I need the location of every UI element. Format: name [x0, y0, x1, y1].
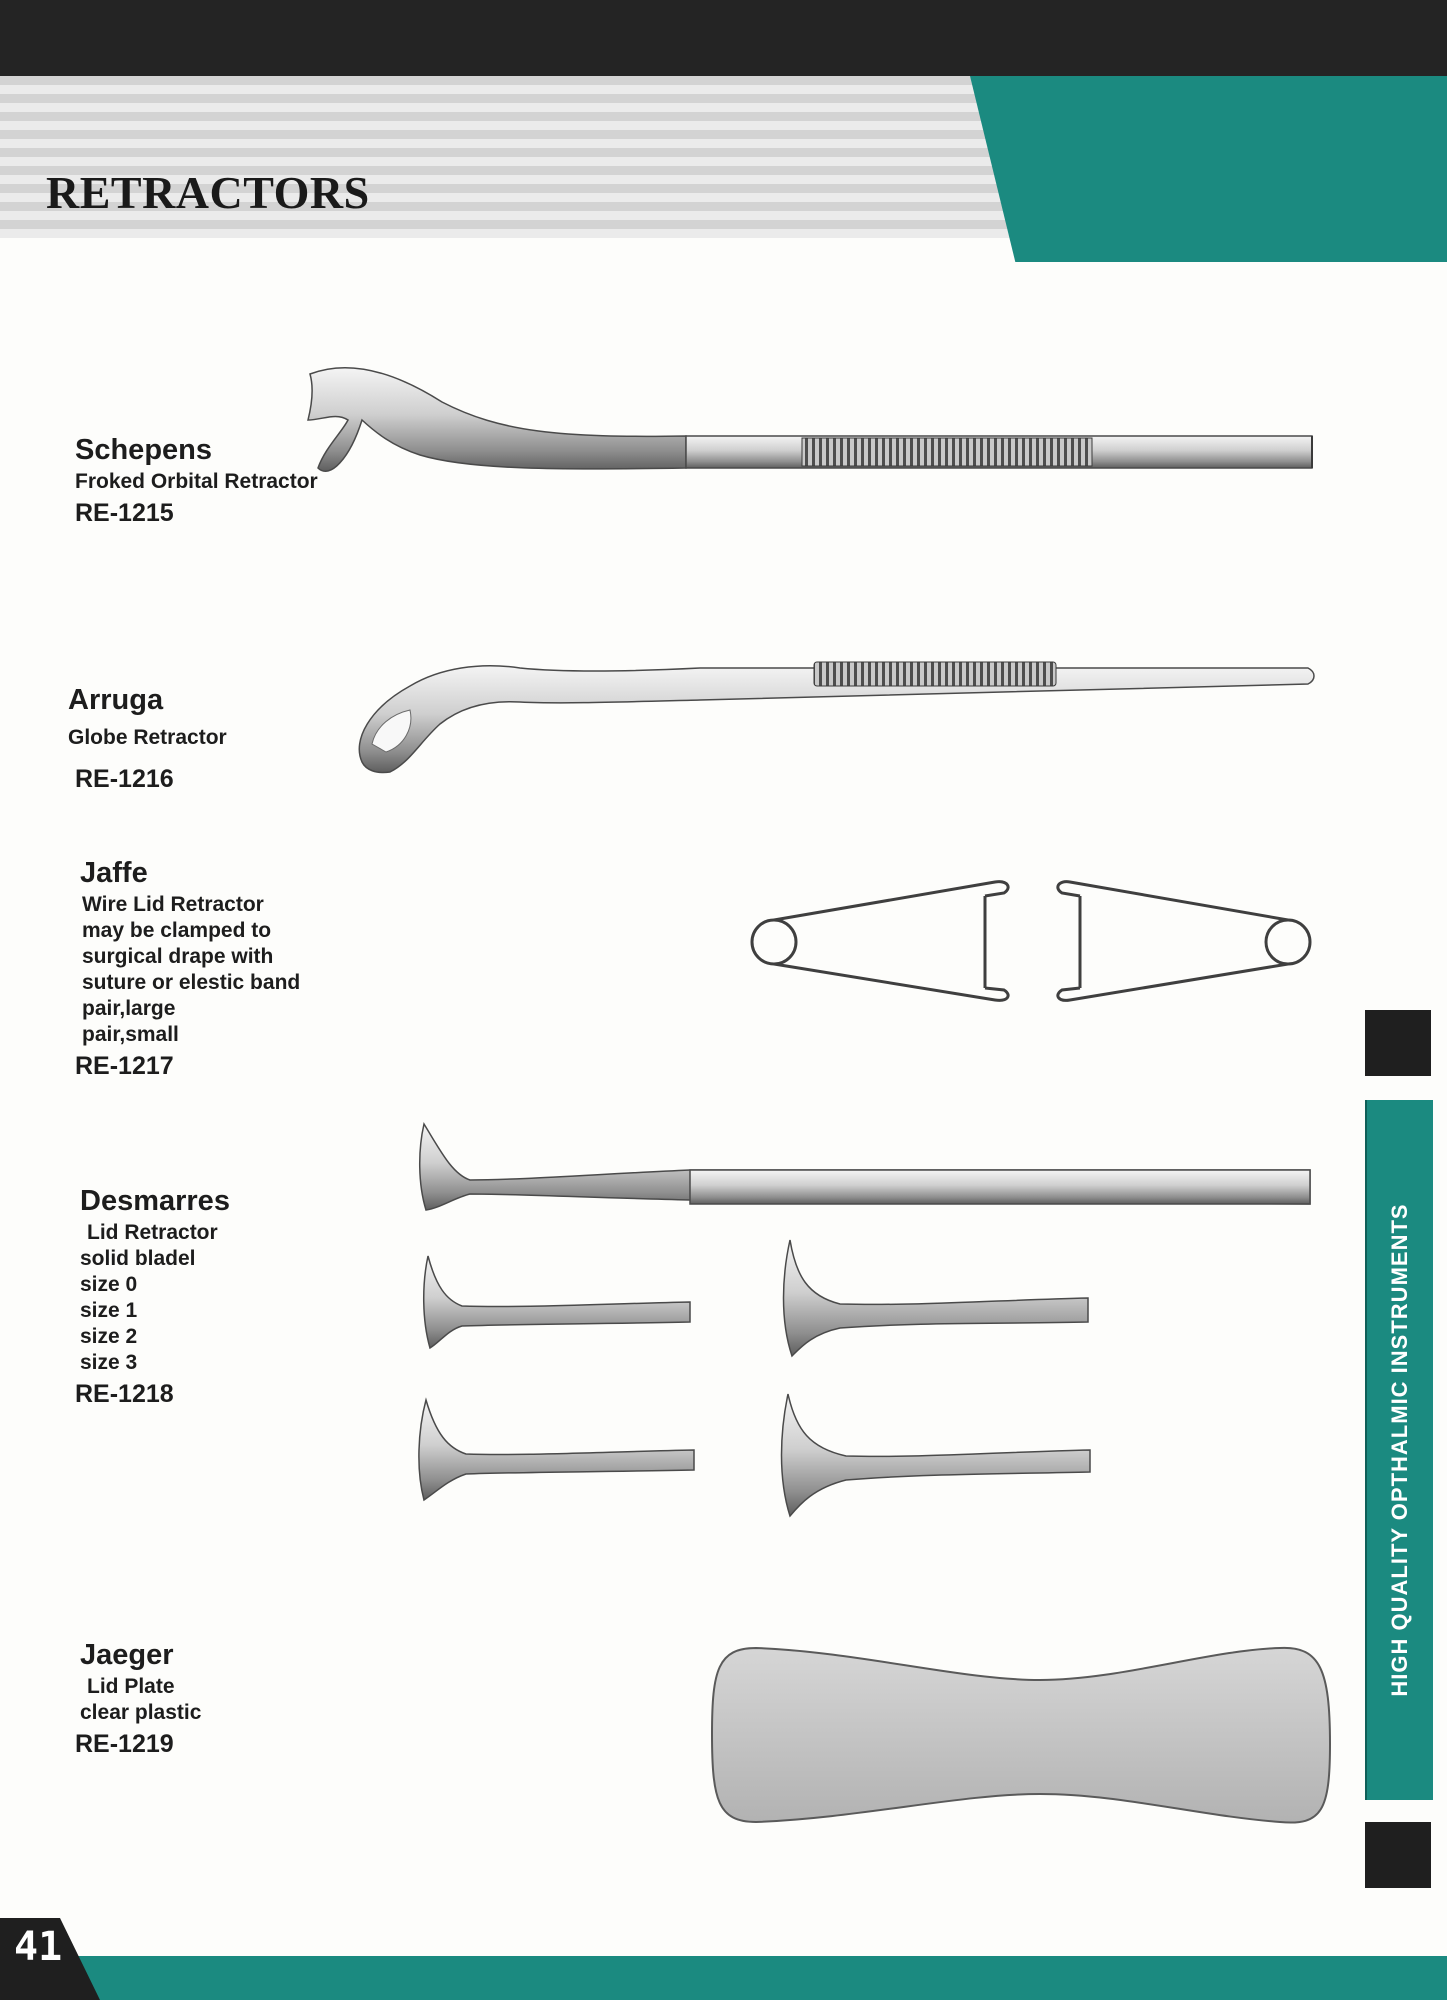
product-code: RE-1218 [75, 1380, 174, 1408]
product-description-line: size 2 [80, 1325, 138, 1348]
product-description-line: size 3 [80, 1351, 138, 1374]
product-description-line: clear plastic [80, 1701, 202, 1724]
product-code: RE-1217 [75, 1052, 174, 1080]
product-description: Froked Orbital Retractor [75, 470, 318, 493]
product-description-line: suture or elestic band [82, 971, 301, 994]
jaffe-retractor-right-image [1058, 882, 1310, 1001]
desmarres-retractor-size-a-image [424, 1256, 690, 1348]
side-square-bottom [1365, 1822, 1431, 1888]
product-description-line: size 1 [80, 1299, 138, 1322]
product-description-line: solid bladel [80, 1247, 196, 1270]
side-square-top [1365, 1010, 1431, 1076]
product-code: RE-1219 [75, 1730, 174, 1758]
jaffe-retractor-left-image [752, 882, 1008, 1001]
product-description-line: Lid Plate [87, 1675, 175, 1698]
arruga-retractor-image [359, 662, 1314, 773]
desmarres-retractor-large-image [420, 1124, 1310, 1210]
side-tab-text: HIGH QUALITY OPTHALMIC INSTRUMENTS [1387, 1203, 1412, 1697]
product-name: Arruga [68, 684, 164, 716]
page-title: RETRACTORS [46, 167, 370, 218]
product-description-line: size 0 [80, 1273, 138, 1296]
desmarres-retractor-size-b-image [784, 1240, 1089, 1356]
footer-teal-bar [0, 1956, 1447, 2000]
product-name: Jaffe [80, 857, 148, 889]
side-tab [1365, 1100, 1433, 1800]
schepens-retractor-image [308, 368, 1312, 472]
product-description-line: surgical drape with [82, 945, 274, 968]
product-description-line: may be clamped to [82, 919, 272, 942]
desmarres-retractor-size-d-image [782, 1394, 1091, 1516]
product-code: RE-1215 [75, 499, 174, 527]
product-description-line: pair,large [82, 997, 176, 1020]
product-code: RE-1216 [75, 765, 174, 793]
desmarres-retractor-size-c-image [419, 1400, 694, 1500]
page-number: 41 [14, 1924, 63, 1970]
product-name: Jaeger [80, 1639, 174, 1671]
product-description-line: pair,small [82, 1023, 179, 1046]
product-description-line: Lid Retractor [87, 1221, 218, 1244]
product-description-line: Wire Lid Retractor [82, 893, 264, 916]
jaeger-lid-plate-image [712, 1648, 1330, 1823]
product-name: Desmarres [80, 1185, 230, 1217]
product-name: Schepens [75, 434, 212, 466]
product-description: Globe Retractor [68, 726, 227, 749]
